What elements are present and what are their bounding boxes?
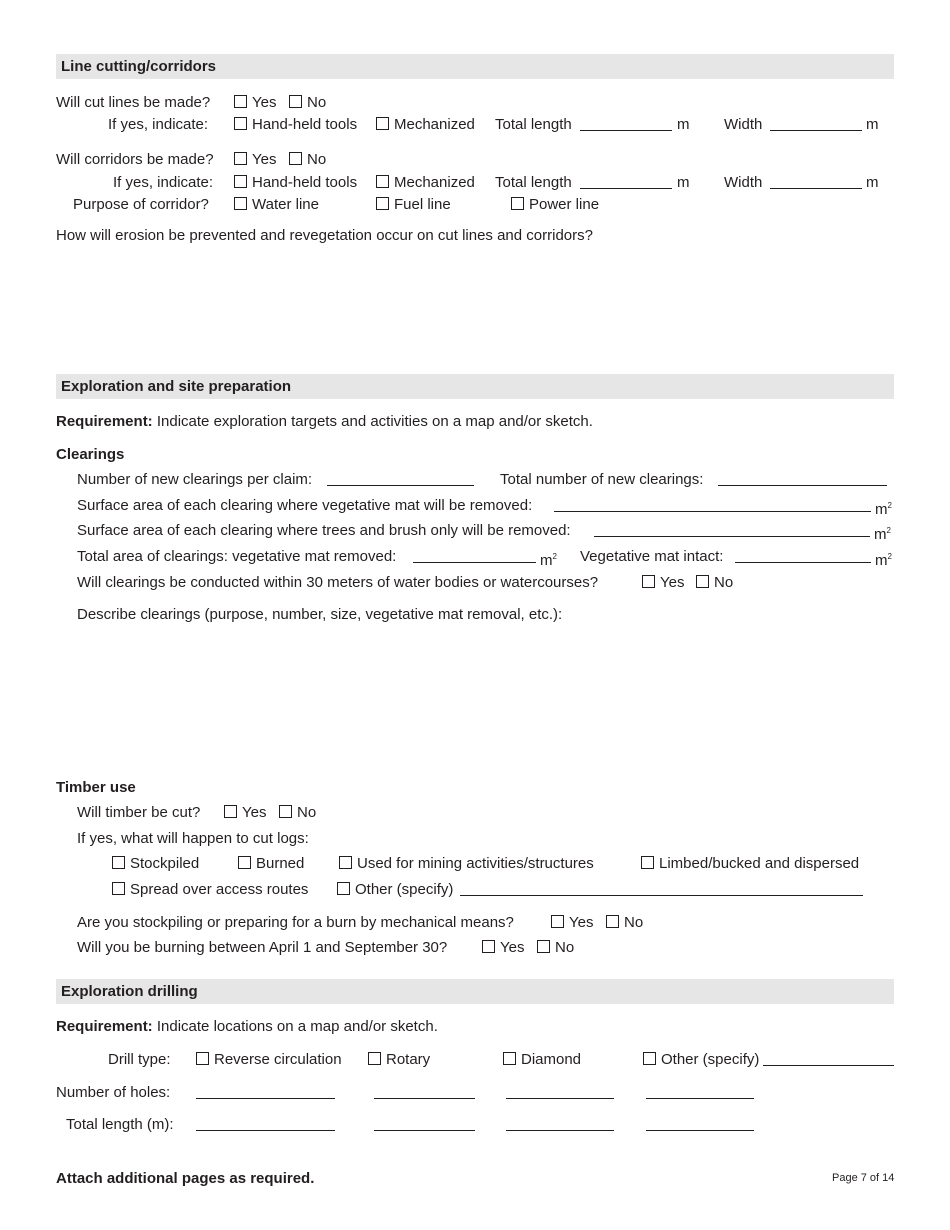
checkbox[interactable] — [112, 882, 125, 895]
total-length-diamond-field[interactable] — [506, 1130, 614, 1131]
num-holes-diamond-field[interactable] — [506, 1098, 614, 1099]
page-number: Page 7 of 14 — [832, 1172, 895, 1184]
unit-m2: $m^2$ — [875, 552, 892, 569]
corridors-total-length-label: Total length — [495, 174, 572, 191]
purpose-water-line[interactable]: Water line — [234, 196, 319, 214]
checkbox[interactable] — [606, 915, 619, 928]
within-30m-no[interactable]: No — [696, 574, 733, 592]
surface-veg-field[interactable] — [554, 511, 871, 512]
erosion-question: How will erosion be prevented and revegetation occur on cut lines and corridors? — [56, 227, 593, 244]
checkbox[interactable] — [696, 575, 709, 588]
surface-trees-label: Surface area of each clearing where trees and brush only will be removed: — [77, 522, 571, 539]
cut-lines-if-yes-label: If yes, indicate: — [108, 116, 209, 133]
checkbox[interactable] — [376, 117, 389, 130]
checkbox[interactable] — [368, 1052, 381, 1065]
checkbox[interactable] — [643, 1052, 656, 1065]
cut-lines-width-field[interactable] — [770, 130, 862, 131]
unit-m: m — [866, 116, 879, 133]
describe-clearings-label: Describe clearings (purpose, number, size, vegetative mat removal, etc.): — [77, 606, 563, 623]
unit-m: m — [677, 116, 690, 133]
timber-cut-yes[interactable]: Yes — [224, 804, 266, 822]
within-30m-yes[interactable]: Yes — [642, 574, 684, 592]
checkbox[interactable] — [641, 856, 654, 869]
corridors-hand-held[interactable]: Hand-held tools — [234, 174, 357, 192]
drilling-requirement: Requirement: Indicate locations on a map and/or sketch. — [56, 1018, 438, 1035]
cut-lines-no[interactable]: No — [289, 94, 326, 112]
drill-reverse[interactable]: Reverse circulation — [196, 1051, 342, 1069]
total-new-clearings-field[interactable] — [718, 485, 887, 486]
burning-question: Will you be burning between April 1 and September 30? — [77, 939, 448, 956]
corridors-total-length-field[interactable] — [580, 188, 672, 189]
clearings-title: Clearings — [56, 446, 125, 463]
purpose-power-line[interactable]: Power line — [511, 196, 599, 214]
total-area-field[interactable] — [413, 562, 536, 563]
checkbox[interactable] — [376, 197, 389, 210]
section-header-drilling: Exploration drilling — [56, 979, 894, 1004]
cut-lines-total-length-label: Total length — [495, 116, 572, 133]
veg-intact-label: Vegetative mat intact: — [580, 548, 724, 565]
checkbox[interactable] — [238, 856, 251, 869]
checkbox[interactable] — [537, 940, 550, 953]
corridors-mechanized[interactable]: Mechanized — [376, 174, 475, 192]
logs-other[interactable]: Other (specify) — [337, 881, 453, 899]
checkbox[interactable] — [196, 1052, 209, 1065]
total-length-other-field[interactable] — [646, 1130, 754, 1131]
total-area-label: Total area of clearings: vegetative mat removed: — [77, 548, 397, 565]
cut-lines-total-length-field[interactable] — [580, 130, 672, 131]
corridors-yes[interactable]: Yes — [234, 151, 276, 169]
corridors-width-label: Width — [724, 174, 763, 191]
logs-limbed[interactable]: Limbed/bucked and dispersed — [641, 855, 859, 873]
total-new-clearings-label: Total number of new clearings: — [500, 471, 704, 488]
checkbox[interactable] — [511, 197, 524, 210]
checkbox[interactable] — [289, 152, 302, 165]
timber-cut-no[interactable]: No — [279, 804, 316, 822]
section-header-line-cutting: Line cutting/corridors — [56, 54, 894, 79]
drill-diamond[interactable]: Diamond — [503, 1051, 581, 1069]
purpose-question: Purpose of corridor? — [73, 196, 209, 213]
unit-m: m — [866, 174, 879, 191]
checkbox[interactable] — [503, 1052, 516, 1065]
logs-stockpiled[interactable]: Stockpiled — [112, 855, 199, 873]
new-clearings-per-claim-field[interactable] — [327, 485, 474, 486]
logs-spread[interactable]: Spread over access routes — [112, 881, 308, 899]
attach-note: Attach additional pages as required. — [56, 1170, 315, 1187]
timber-title: Timber use — [56, 779, 136, 796]
checkbox[interactable] — [376, 175, 389, 188]
unit-m2: $m^2$ — [874, 526, 891, 543]
checkbox[interactable] — [482, 940, 495, 953]
cut-lines-mechanized[interactable]: Mechanized — [376, 116, 475, 134]
corridors-if-yes-label: If yes, indicate: — [113, 174, 214, 191]
burning-yes[interactable]: Yes — [482, 939, 524, 957]
surface-veg-label: Surface area of each clearing where vegetative mat will be removed: — [77, 497, 533, 514]
unit-m2: $m^2$ — [875, 501, 892, 518]
stockpiling-no[interactable]: No — [606, 914, 643, 932]
checkbox[interactable] — [234, 197, 247, 210]
checkbox[interactable] — [279, 805, 292, 818]
corridors-question: Will corridors be made? — [56, 151, 214, 168]
checkbox[interactable] — [234, 175, 247, 188]
within-30m-question: Will clearings be conducted within 30 meters of water bodies or watercourses? — [77, 574, 599, 591]
burning-no[interactable]: No — [537, 939, 574, 957]
total-length-rotary-field[interactable] — [374, 1130, 475, 1131]
checkbox[interactable] — [224, 805, 237, 818]
checkbox[interactable] — [289, 95, 302, 108]
cut-lines-width-label: Width — [724, 116, 763, 133]
unit-m2: $m^2$ — [540, 552, 557, 569]
logs-burned[interactable]: Burned — [238, 855, 304, 873]
new-clearings-per-claim-label: Number of new clearings per claim: — [77, 471, 313, 488]
stockpiling-yes[interactable]: Yes — [551, 914, 593, 932]
drill-rotary[interactable]: Rotary — [368, 1051, 430, 1069]
timber-cut-question: Will timber be cut? — [77, 804, 201, 821]
num-holes-reverse-field[interactable] — [196, 1098, 335, 1099]
stockpiling-question: Are you stockpiling or preparing for a burn by mechanical means? — [77, 914, 514, 931]
cut-lines-hand-held[interactable]: Hand-held tools — [234, 116, 357, 134]
veg-intact-field[interactable] — [735, 562, 871, 563]
cut-logs-question: If yes, what will happen to cut logs: — [77, 830, 309, 847]
logs-mining-use[interactable]: Used for mining activities/structures — [339, 855, 594, 873]
num-holes-rotary-field[interactable] — [374, 1098, 475, 1099]
num-holes-label: Number of holes: — [56, 1084, 171, 1101]
surface-trees-field[interactable] — [594, 536, 870, 537]
checkbox[interactable] — [234, 152, 247, 165]
exploration-requirement: Requirement: Indicate exploration targets and activities on a map and/or sketch. — [56, 413, 593, 430]
logs-other-field[interactable] — [460, 895, 863, 896]
unit-m: m — [677, 174, 690, 191]
drill-other-field[interactable] — [763, 1065, 894, 1066]
checkbox[interactable] — [112, 856, 125, 869]
cut-lines-question: Will cut lines be made? — [56, 94, 211, 111]
checkbox[interactable] — [551, 915, 564, 928]
section-header-exploration: Exploration and site preparation — [56, 374, 894, 399]
checkbox[interactable] — [642, 575, 655, 588]
cut-lines-yes[interactable]: Yes — [234, 94, 276, 112]
drill-other[interactable]: Other (specify) — [643, 1051, 759, 1069]
purpose-fuel-line[interactable]: Fuel line — [376, 196, 451, 214]
drill-type-label: Drill type: — [108, 1051, 171, 1068]
num-holes-other-field[interactable] — [646, 1098, 754, 1099]
checkbox[interactable] — [234, 117, 247, 130]
corridors-no[interactable]: No — [289, 151, 326, 169]
checkbox[interactable] — [234, 95, 247, 108]
checkbox[interactable] — [337, 882, 350, 895]
checkbox[interactable] — [339, 856, 352, 869]
total-length-label: Total length (m): — [66, 1116, 174, 1133]
total-length-reverse-field[interactable] — [196, 1130, 335, 1131]
corridors-width-field[interactable] — [770, 188, 862, 189]
